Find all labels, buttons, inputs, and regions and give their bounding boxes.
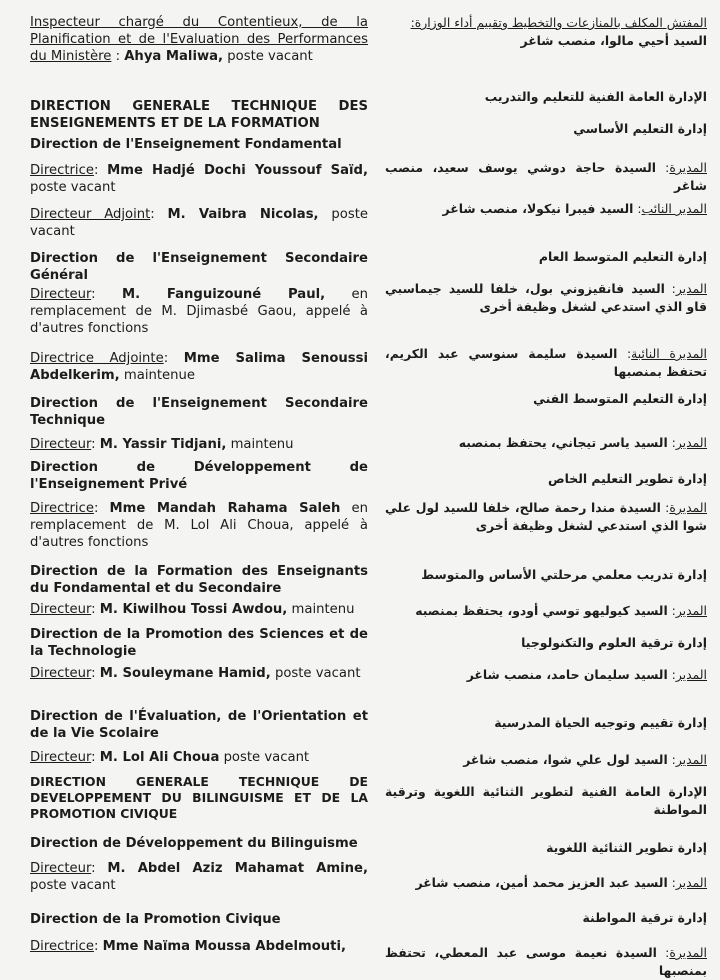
person-status: maintenu [230,437,294,452]
dir-bilinguisme-directeur: Directeur: M. Abdel Aziz Mahamat Amine, poste vacant [30,861,368,893]
ar-dir-sec-technique-directeur: المدير: السيد ياسر تيجاني، يحتفظ بمنصبه [458,435,707,450]
person-status: poste vacant [30,180,116,195]
ar-inspecteur-label: المفتش المكلف بالمنازعات والتخطيط وتقييم أداء الوزارة: [410,15,707,30]
dir-fondamental-directrice: Directrice: Mme Hadjé Dochi Youssouf Saïd, poste vacant [30,163,368,195]
role-label: Directeur [30,666,92,681]
ar-dg-bilinguisme-title: الإدارة العامة الفنية لتطوير الثنائية اللغوية وترقية المواطنة [385,784,707,817]
dir-bilinguisme-heading: Direction de Développement du Bilinguisme [30,836,358,851]
dir-civique-heading: Direction de la Promotion Civique [30,912,281,927]
ar-person-text: السيد عبد العزيز محمد أمين، منصب شاغر [415,875,668,890]
role-label: Directeur [30,861,92,876]
inspecteur-sep: : [111,49,125,64]
ar-inspecteur-name: السيد أحيي مالوا، منصب شاغر [520,33,707,48]
person-name: M. Vaibra Nicolas, [167,207,319,222]
dg-enseignements-title: DIRECTION GENERALE TECHNIQUE DES ENSEIGNEMENTS ET DE LA FORMATION [30,99,368,131]
ar-person-text: السيدة حاجة دوشي يوسف سعيد، منصب شاغر [385,160,707,193]
ar-role-label: المدير [675,667,707,682]
dir-sec-general-heading: Direction de l'Enseignement Secondaire Général [30,251,368,283]
ar-dir-fondamental-directrice: المديرة: السيدة حاجة دوشي يوسف سعيد، منصب شاغر [385,160,707,193]
person-status: maintenu [291,602,355,617]
person-name: Mme Salima Senoussi Abdelkerim, [30,351,368,383]
ar-dir-promotion-sciences-directeur: المدير: السيد سليمان حامد، منصب شاغر [466,667,707,682]
ar-role-label: المدير [675,603,707,618]
ar-dir-civique-heading: إدارة ترقية المواطنة [582,910,707,925]
ar-dir-evaluation-heading: إدارة تقييم وتوجيه الحياة المدرسية [494,715,707,730]
ar-dir-bilinguisme-heading: إدارة تطوير الثنائية اللغوية [546,840,707,855]
person-name: M. Lol Ali Choua [99,750,220,765]
person-status: poste vacant [274,666,361,681]
ar-person-text: السيد كيوليهو توسي أودو، يحتفظ بمنصبه [415,603,668,618]
ar-dir-bilinguisme-directeur: المدير: السيد عبد العزيز محمد أمين، منصب شاغر [415,875,707,890]
dir-fondamental-adjoint: Directeur Adjoint: M. Vaibra Nicolas, poste vacant [30,207,369,239]
person-name: Mme Hadjé Dochi Youssouf Saïd, [107,163,368,178]
ar-person-text: السيد لول علي شوا، منصب شاغر [463,752,668,767]
ar-dir-sec-general-heading: إدارة التعليم المتوسط العام [538,249,707,264]
role-label: Directeur [30,750,92,765]
person-status: en remplacement de M. Djimasbé Gaou, appelé à d'autres fonctions [30,287,368,336]
dir-formation-directeur: Directeur: M. Kiwilhou Tossi Awdou, maintenu [30,602,355,617]
person-status: en remplacement de M. Lol Ali Choua, appelé à d'autres fonctions [30,501,368,550]
ar-dir-sec-general-adjointe: المديرة النائبة: السيدة سليمة سنوسي عبد الكريم، تحتفظ بمنصبها [385,346,707,379]
dir-promotion-sciences-directeur: Directeur: M. Souleymane Hamid, poste vacant [30,666,361,681]
dir-civique-directrice: Directrice: Mme Naïma Moussa Abdelmouti, [30,939,346,954]
dir-evaluation-heading: Direction de l'Évaluation, de l'Orientation et de la Vie Scolaire [30,709,368,741]
ar-role-label: المديرة [669,160,707,175]
person-name: Mme Mandah Rahama Saleh [109,501,341,516]
ar-role-label: المديرة [669,500,707,515]
dir-sec-general-adjointe: Directrice Adjointe: Mme Salima Senoussi Abdelkerim, maintenue [30,351,368,383]
person-status: maintenue [123,368,195,383]
dir-sec-technique-directeur: Directeur: M. Yassir Tidjani, maintenu [30,437,294,452]
inspecteur-name: Ahya Maliwa, [124,49,224,64]
ar-role-label: المدير [675,752,707,767]
person-status: poste vacant [30,878,116,893]
person-status: poste vacant [223,750,310,765]
role-label: Directeur Adjoint [30,207,151,222]
ar-dir-fondamental-adjoint: المدير النائب: السيد فيبرا نيكولا، منصب شاغر [442,201,707,216]
ar-dir-formation-directeur: المدير: السيد كيوليهو توسي أودو، يحتفظ بمنصبه [415,603,707,618]
ar-dir-formation-heading: إدارة تدريب معلمي مرحلتي الأساس والمتوسط [421,567,707,582]
ar-person-text: السيدة سليمة سنوسي عبد الكريم، تحتفظ بمنصبها [385,346,707,379]
inspecteur-entry [30,14,368,65]
person-name: Mme Naïma Moussa Abdelmouti, [102,939,346,954]
person-name: M. Fanguizouné Paul, [121,287,326,302]
person-name: M. Souleymane Hamid, [99,666,271,681]
role-label: Directeur [30,602,92,617]
dir-sec-general-directeur: Directeur: M. Fanguizouné Paul, en remplacement de M. Djimasbé Gaou, appelé à d'autres fonctions [30,287,368,336]
ar-person-text: السيد ياسر تيجاني، يحتفظ بمنصبه [458,435,668,450]
dir-fondamental-heading: Direction de l'Enseignement Fondamental [30,137,342,152]
role-label: Directrice [30,939,94,954]
ar-dir-civique-directrice: المديرة: السيدة نعيمة موسى عبد المعطي، تحتفظ بمنصبها [385,945,707,978]
dir-promotion-sciences-heading: Direction de la Promotion des Sciences et de la Technologie [30,627,368,659]
role-label: Directrice [30,501,94,516]
person-name: M. Kiwilhou Tossi Awdou, [99,602,288,617]
ar-dir-fondamental-heading: إدارة التعليم الأساسي [573,121,707,136]
ar-role-label: المدير [675,435,707,450]
ar-dir-prive-directrice: المديرة: السيدة مندا رحمة صالح، خلفا للسيد لول علي شوا الذي استدعي لشغل وظيفة أخرى [385,500,707,533]
ar-dir-sec-technique-heading: إدارة التعليم المتوسط الفني [533,391,707,406]
dir-prive-directrice: Directrice: Mme Mandah Rahama Saleh en remplacement de M. Lol Ali Choua, appelé à d'autres fonctions [30,501,368,550]
person-status: poste vacant [30,207,369,239]
ar-inspecteur-entry [385,14,707,50]
dir-prive-heading: Direction de Développement de l'Enseignement Privé [30,460,368,492]
ar-dir-sec-general-directeur: المدير: السيد فانقيزوني بول، خلفا للسيد جيماسبي قاو الذي استدعي لشغل وظيفة أخرى [385,281,707,314]
ar-role-label: المديرة [669,945,707,960]
ar-person-text: السيدة نعيمة موسى عبد المعطي، تحتفظ بمنصبها [385,945,707,978]
dir-sec-technique-heading: Direction de l'Enseignement Secondaire Technique [30,396,368,428]
role-label: Directeur [30,287,92,302]
ar-role-label: المدير [675,281,707,296]
dg-bilinguisme-title: DIRECTION GENERALE TECHNIQUE DE DEVELOPPEMENT DU BILINGUISME ET DE LA PROMOTION CIVIQUE [30,774,368,821]
person-name: M. Yassir Tidjani, [99,437,227,452]
role-label: Directrice Adjointe [30,351,164,366]
ar-dir-prive-heading: إدارة تطوير التعليم الخاص [547,471,707,486]
ar-role-label: المدير النائب [641,201,707,216]
role-label: Directeur [30,437,92,452]
ar-dir-evaluation-directeur: المدير: السيد لول علي شوا، منصب شاغر [463,752,707,767]
ar-role-label: المدير [675,875,707,890]
dir-evaluation-directeur: Directeur: M. Lol Ali Choua poste vacant [30,750,310,765]
ar-dg-enseignements-title: الإدارة العامة الفنية للتعليم والتدريب [484,89,707,104]
ar-person-text: السيد فيبرا نيكولا، منصب شاغر [442,201,634,216]
ar-role-label: المديرة النائبة [631,346,707,361]
person-name: M. Abdel Aziz Mahamat Amine, [107,861,368,876]
inspecteur-status: poste vacant [227,49,313,64]
ar-person-text: السيد سليمان حامد، منصب شاغر [466,667,668,682]
role-label: Directrice [30,163,94,178]
inspecteur-label: Inspecteur chargé du Contentieux, de la Planification et de l'Evaluation des Performances du Ministère [30,15,368,64]
ar-dir-promotion-sciences-heading: إدارة ترقية العلوم والتكنولوجيا [521,635,707,650]
dir-formation-heading: Direction de la Formation des Enseignants du Fondamental et du Secondaire [30,564,368,596]
ar-person-text: السيد فانقيزوني بول، خلفا للسيد جيماسبي قاو الذي استدعي لشغل وظيفة أخرى [385,281,707,314]
ar-person-text: السيدة مندا رحمة صالح، خلفا للسيد لول علي شوا الذي استدعي لشغل وظيفة أخرى [385,500,707,533]
